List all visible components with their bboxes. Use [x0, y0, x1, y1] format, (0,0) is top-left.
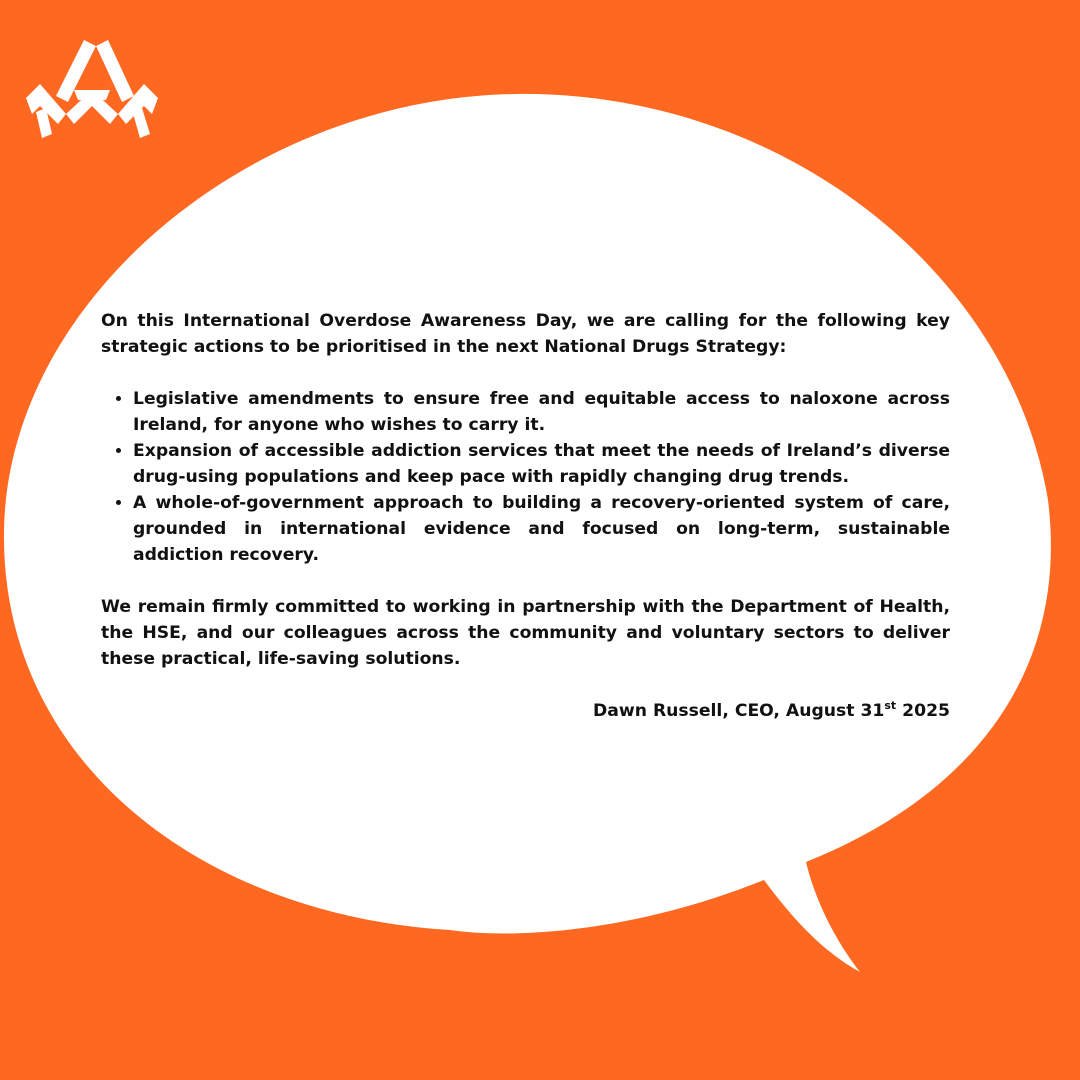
list-item: • Expansion of accessible addiction services that meet the needs of Ireland’s diverse drug-using populations and keep pace with rapidly changing drug trends.	[133, 438, 950, 490]
signature-name-date: Dawn Russell, CEO, August 31	[592, 701, 885, 721]
message-body	[101, 308, 950, 724]
intro-paragraph: On this International Overdose Awareness Day, we are calling for the following key strategic actions to be prioritised in the next National Drugs Strategy:	[101, 311, 950, 357]
list-item: • A whole-of-government approach to building a recovery-oriented system of care, grounded in international evidence and focused on long-term, sustainable addiction recovery.	[133, 490, 950, 568]
signature-year: 2025	[896, 701, 950, 721]
actions-list	[101, 386, 950, 568]
signature-ordinal: st	[884, 699, 897, 712]
commitment-paragraph: We remain firmly committed to working in partnership with the Department of Health, the HSE, and our colleagues across the community and voluntary sectors to deliver these practical, life-saving solutions.	[101, 597, 950, 669]
organisation-logo-icon	[22, 34, 162, 146]
signature	[101, 698, 950, 724]
list-item: • Legislative amendments to ensure free and equitable access to naloxone across Ireland, for anyone who wishes to carry it.	[133, 386, 950, 438]
